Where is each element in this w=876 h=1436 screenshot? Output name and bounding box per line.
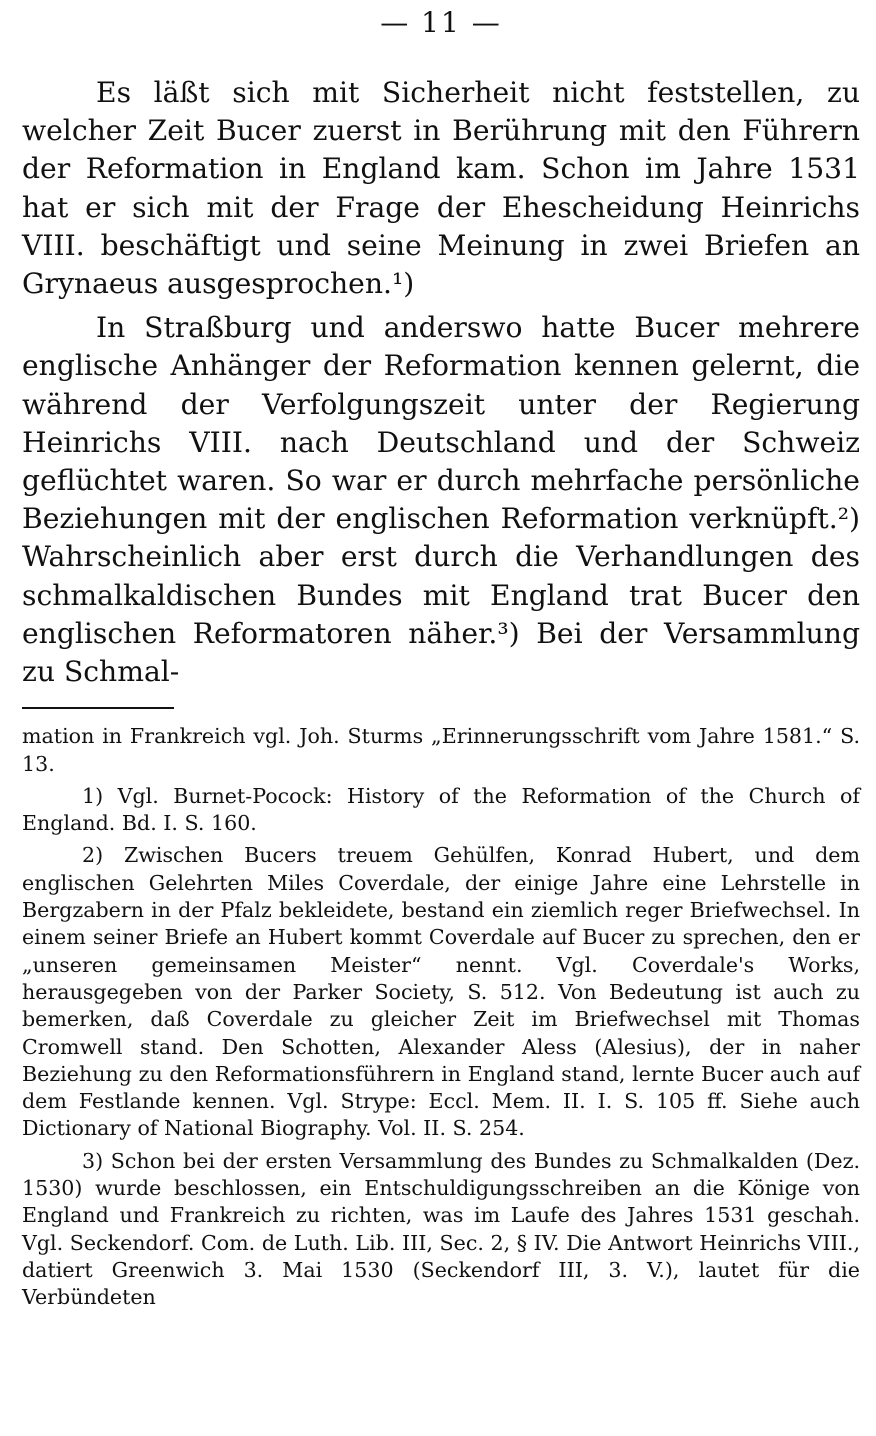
footnote-1: 1) Vgl. Burnet-Pocock: History of the Reformation of the Church of England. Bd. I. S. 160. [22, 783, 860, 836]
page-number: — 11 — [380, 6, 502, 39]
body-paragraph-2: In Straßburg und anderswo hatte Bucer mehrere englische Anhänger der Reformation kennen gelernt, die während der Verfolgungszeit unter der Regierung Heinrichs VIII. nach Deutschland und der Schweiz geflüchtet waren. So war er durch mehrfache persönliche Beziehungen mit der englischen Reformation verknüpft.²) Wahrscheinlich aber erst durch die Verhandlungen des schmalkaldischen Bundes mit England trat Bucer den englischen Reformatoren näher.³) Bei der Versammlung zu Schmal- [22, 311, 860, 689]
footnote-continuation: mation in Frankreich vgl. Joh. Sturms „Erinnerungsschrift vom Jahre 1581.“ S. 13. [22, 724, 860, 776]
body-text [22, 74, 860, 691]
footnote-divider [22, 707, 174, 709]
footnote-2: 2) Zwischen Bucers treuem Gehülfen, Konrad Hubert, und dem englischen Gelehrten Miles Coverdale, der einige Jahre eine Lehrstelle in Bergzabern in der Pfalz bekleidete, bestand ein ziemlich reger Briefwechsel. In einem seiner Briefe an Hubert kommt Coverdale auf Bucer zu sprechen, den er „unseren gemeinsamen Meister“ nennt. Vgl. Coverdale's Works, herausgegeben von der Parker Society, S. 512. Von Bedeutung ist auch zu bemerken, daß Coverdale zu gleicher Zeit im Briefwechsel mit Thomas Cromwell stand. Den Schotten, Alexander Aless (Alesius), der in naher Beziehung zu den Reformationsführern in England stand, lernte Bucer auch auf dem Festlande kennen. Vgl. Strype: Eccl. Mem. II. I. S. 105 ff. Siehe auch Dictionary of National Biography. Vol. II. S. 254. [22, 843, 860, 1141]
footnote-3: 3) Schon bei der ersten Versammlung des Bundes zu Schmalkalden (Dez. 1530) wurde beschlossen, ein Entschuldigungsschreiben an die Könige von England und Frankreich zu richten, was im Laufe des Jahres 1531 geschah. Vgl. Seckendorf. Com. de Luth. Lib. III, Sec. 2, § IV. Die Antwort Heinrichs VIII., datiert Greenwich 3. Mai 1530 (Seckendorf III, 3. V.), lautet für die Verbündeten [22, 1148, 860, 1310]
footnotes [22, 723, 860, 1311]
body-paragraph-1: Es läßt sich mit Sicherheit nicht feststellen, zu welcher Zeit Bucer zuerst in Berührung mit den Führern der Reformation in England kam. Schon im Jahre 1531 hat er sich mit der Frage der Ehescheidung Heinrichs VIII. beschäftigt und seine Meinung in zwei Briefen an Grynaeus ausgesprochen.¹) [22, 76, 860, 301]
